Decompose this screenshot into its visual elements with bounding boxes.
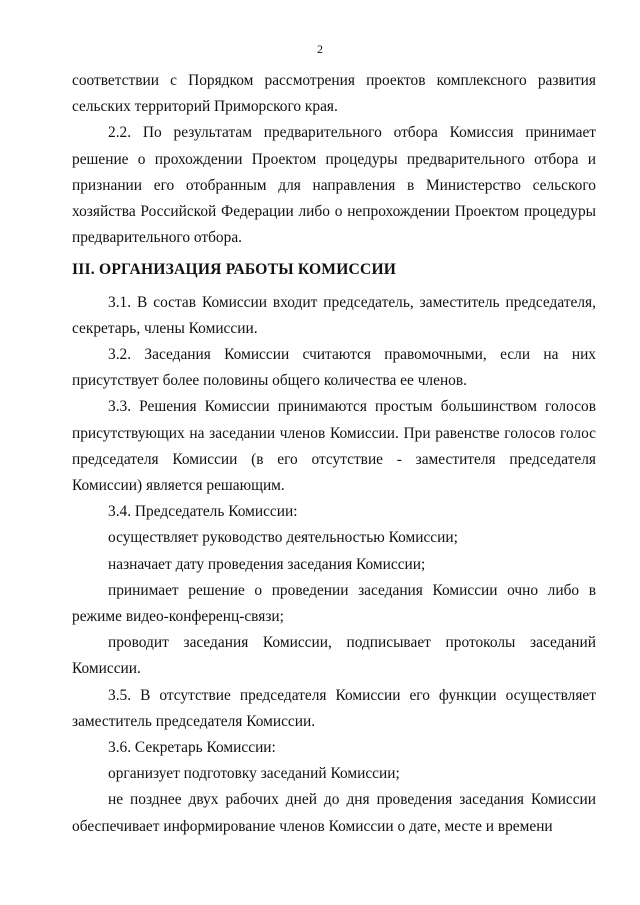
paragraph-3-4: 3.4. Председатель Комиссии: bbox=[108, 503, 298, 521]
list-item-chairman-duty-3: принимает решение о проведении заседания Комиссии очно либо в режиме видео-конференц-связи; bbox=[72, 581, 596, 626]
section-heading-iii: III. ОРГАНИЗАЦИЯ РАБОТЫ КОМИССИИ bbox=[72, 261, 397, 279]
paragraph-continuation: соответствии с Порядком рассмотрения проектов комплексного развития сельских территорий Приморского края. bbox=[72, 72, 596, 116]
list-item-chairman-duty-2: назначает дату проведения заседания Комиссии; bbox=[108, 555, 426, 573]
paragraph-2-2: 2.2. По результатам предварительного отбора Комиссия принимает решение о прохождении Проектом процедуры предварительного отбора и признании его отобранным для направления в Министерство сельского хозяйства Российской Федерации либо о непрохождении Проектом процедуры предварительного отбора. bbox=[72, 124, 596, 247]
paragraph-3-6: 3.6. Секретарь Комиссии: bbox=[108, 739, 276, 757]
page-number: 2 bbox=[317, 42, 323, 56]
paragraph-3-5: 3.5. В отсутствие председателя Комиссии его функции осуществляет заместитель председателя Комиссии. bbox=[72, 686, 596, 730]
list-item-secretary-duty-2: не позднее двух рабочих дней до дня проведения заседания Комиссии обеспечивает информирование членов Комиссии о дате, месте и времени bbox=[72, 791, 596, 835]
list-item-chairman-duty-4: проводит заседания Комиссии, подписывает протоколы заседаний Комиссии. bbox=[72, 634, 596, 678]
document-body bbox=[72, 68, 596, 840]
list-item-secretary-duty-1: организует подготовку заседаний Комиссии; bbox=[108, 765, 400, 783]
paragraph-3-2: 3.2. Заседания Комиссии считаются правомочными, если на них присутствует более половины общего количества ее членов. bbox=[72, 346, 596, 390]
list-item-chairman-duty-1: осуществляет руководство деятельностью Комиссии; bbox=[108, 529, 458, 547]
paragraph-3-3: 3.3. Решения Комиссии принимаются простым большинством голосов присутствующих на заседании членов Комиссии. При равенстве голосов голос председателя Комиссии (в его отсутствие - заместителя председателя Комиссии) является решающим. bbox=[72, 398, 596, 495]
paragraph-3-1: 3.1. В состав Комиссии входит председатель, заместитель председателя, секретарь, члены Комиссии. bbox=[72, 293, 596, 337]
